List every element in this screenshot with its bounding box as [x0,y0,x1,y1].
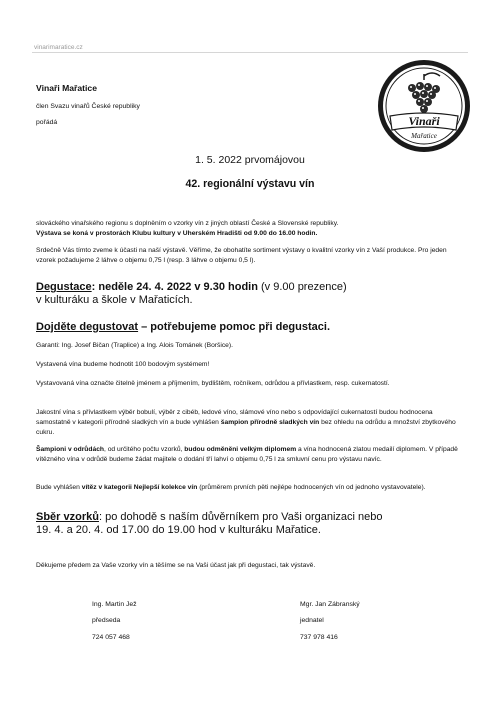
degustace-block [36,281,476,307]
degustace-prezence: (v 9.00 prezence) [257,281,347,293]
help-block [36,321,476,334]
signature-role-1: předseda [92,617,121,624]
champions-text-1: , od určitého počtu vzorků, [104,446,185,453]
organizes-line: pořádá [36,119,58,126]
thanks-paragraph: Děkujeme předem za Vaše vzorky vín a těšíme se na Vaši účast jak při degustaci, tak výstavě. [36,562,316,569]
venue-line: Výstava se koná v prostorách Klubu kultury v Uherském Hradišti od 9.00 do 16.00 hodin. [36,230,318,237]
event-date-line: 1. 5. 2022 prvomájovou [195,154,305,166]
intro-paragraph [36,219,468,239]
collection-line-1: : po dohodě s naším důvěrníkem pro Vaši organizaci nebo [98,511,383,523]
header-divider [32,52,468,53]
membership-line: člen Svazu vinařů České republiky [36,103,140,110]
best-collection: vítěz v kategorii Nejlepší kolekce vín [81,484,198,491]
collection-line-2: 19. 4. a 20. 4. od 17.00 do 19.00 hod v kulturáku Mařatice. [36,524,321,536]
quality-text-2: bez ohledu na odrůdu a množství zbytkového cukru. [36,419,456,436]
champions-text-2: a vína hodnocená zlatou medailí diplomem. V případě vítězného vína v odrůdě budeme žádat majitele o dodání tří lahví o objemu 0,75 l za smluvní cenu pro výstavu navíc. [36,446,458,463]
quality-paragraph [36,408,468,438]
champions-diploma: budou odměněni velkým diplomem [184,446,297,453]
grape-seal-icon [376,58,472,154]
signature-name-1: Ing. Martin Jež [92,601,137,608]
intro-line: slováckého vinařského regionu s doplněním o vzorky vín z jiných oblastí České a Slovenské republiky. [36,220,339,227]
invitation-paragraph: Srdečně Vás tímto zveme k účasti na naší výstavě. Věříme, že obohatíte sortiment výstavy o kvalitní vzorky vín z Vaší produkce. Pro jeden vzorek požadujeme 2 láhve o objemu 0,75 l (resp. 3 láhve o objemu 0,5 l). [36,247,447,264]
signature-phone-2: 737 978 416 [300,634,338,641]
quality-text-1: Jakostní vína s přívlastkem výběr bobulí, výběr z cibéb, ledové víno, slámové víno nebo s odpovídající cukernatostí budou hodnocena samostatně v kategorii přírodně sladkých vín a bude vyhlášen [36,409,433,426]
logo-sub-text: Mařatice [411,132,437,140]
help-text: – potřebujeme pomoc při degustaci. [138,321,331,333]
scoring-paragraph: Vystavená vína budeme hodnotit 100 bodovým systémem! [36,361,210,368]
labeling-paragraph: Vystavovaná vína označte čitelně jménem a příjmením, bydlištěm, ročníkem, odrůdou a přívlastkem, resp. cukernatostí. [36,380,390,387]
degustace-when: : neděle 24. 4. 2022 v 9.30 hodin [91,281,258,293]
best-collection-paragraph [36,483,468,493]
degustace-label: Degustace [36,281,92,293]
champions-label: Šampioni v odrůdách [36,446,104,453]
signature-phone-1: 724 057 468 [92,634,130,641]
best-text-1: Bude vyhlášen [36,484,82,491]
header-url[interactable]: vinarimaratice.cz [34,44,83,51]
guarantors-paragraph: Garanti: Ing. Josef Bičan (Traplice) a Ing. Alois Tománek (Boršice). [36,342,233,349]
logo-script-text: Vinaři [408,114,440,128]
organization-name: Vinaři Mařatice [36,83,97,93]
collection-block [36,511,476,537]
degustace-where: v kulturáku a škole v Mařaticích. [36,294,193,306]
sweet-champion: šampion přírodně sladkých vín [220,419,320,426]
champions-paragraph [36,445,468,465]
event-title: 42. regionální výstavu vín [185,178,315,190]
signature-role-2: jednatel [300,617,324,624]
collection-label: Sběr vzorků [36,511,99,523]
help-label: Dojděte degustovat [36,321,139,333]
best-text-2: (průměrem prvních pěti nejlépe hodnocených vín od jednoho vystavovatele). [197,484,426,491]
signature-name-2: Mgr. Jan Zábranský [300,601,360,608]
